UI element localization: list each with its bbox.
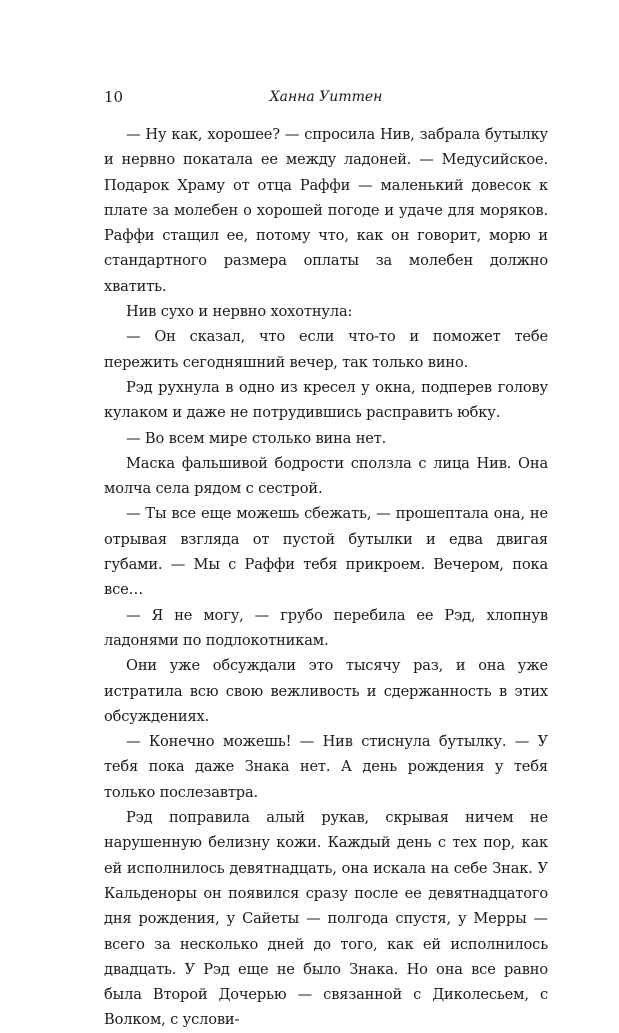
paragraph: — Я не могу, — грубо перебила ее Рэд, хлопнув ладонями по подлокотникам. xyxy=(104,606,548,649)
paragraph: — Во всем мире столько вина нет. xyxy=(126,429,387,447)
body-text xyxy=(104,122,548,1033)
paragraph: — Он сказал, что если что-то и поможет тебе пережить сегодняшний вечер, так только вино. xyxy=(104,328,548,371)
paragraph: Маска фальшивой бодрости сползла с лица Нив. Она молча села рядом с сестрой. xyxy=(104,454,548,498)
paragraph: Рэд поправила алый рукав, скрывая ничем не нарушенную белизну кожи. Каждый день с тех пор, как ей исполнилось девятнадцать, она искала на себе Знак. У Кальденоры он появился сразу после ее девятнадцатого дня рождения, у Сайеты — полгода спустя, у Мерры — всего за несколько дней до того, как ей исполнилось двадцать. У Рэд еще не было Знака. Но она все равно была Второй Дочерью — связанной с Диколесьем, с Волком, с услови- xyxy=(104,809,548,1029)
paragraph: Нив сухо и нервно хохотнула: xyxy=(126,303,353,321)
paragraph: Они уже обсуждали это тысячу раз, и она уже истратила всю свою вежливость и сдержанность в этих обсуждениях. xyxy=(104,657,548,725)
running-head-author: Ханна Уиттен xyxy=(269,89,383,105)
paragraph: — Конечно можешь! — Нив стиснула бутылку. — У тебя пока даже Знака нет. А день рождения у тебя только послезавтра. xyxy=(104,733,548,801)
running-header xyxy=(104,86,548,108)
paragraph: Рэд рухнула в одно из кресел у окна, подперев голову кулаком и даже не потрудившись расправить юбку. xyxy=(104,378,548,422)
paragraph: — Ну как, хорошее? — спросила Нив, забрала бутылку и нервно покатала ее между ладоней. — Медусийское. Подарок Храму от отца Раффи — маленький довесок к плате за молебен о хорошей погоде и удаче для моряков. Раффи стащил ее, потому что, как он говорит, морю и стандартного размера оплаты за молебен должно хватить. xyxy=(104,126,548,295)
paragraph: — Ты все еще можешь сбежать, — прошептала она, не отрывая взгляда от пустой бутылки и едва двигая губами. — Мы с Раффи тебя прикроем. Вечером, пока все… xyxy=(104,505,548,599)
page-number: 10 xyxy=(104,88,124,106)
book-page xyxy=(104,86,548,1033)
